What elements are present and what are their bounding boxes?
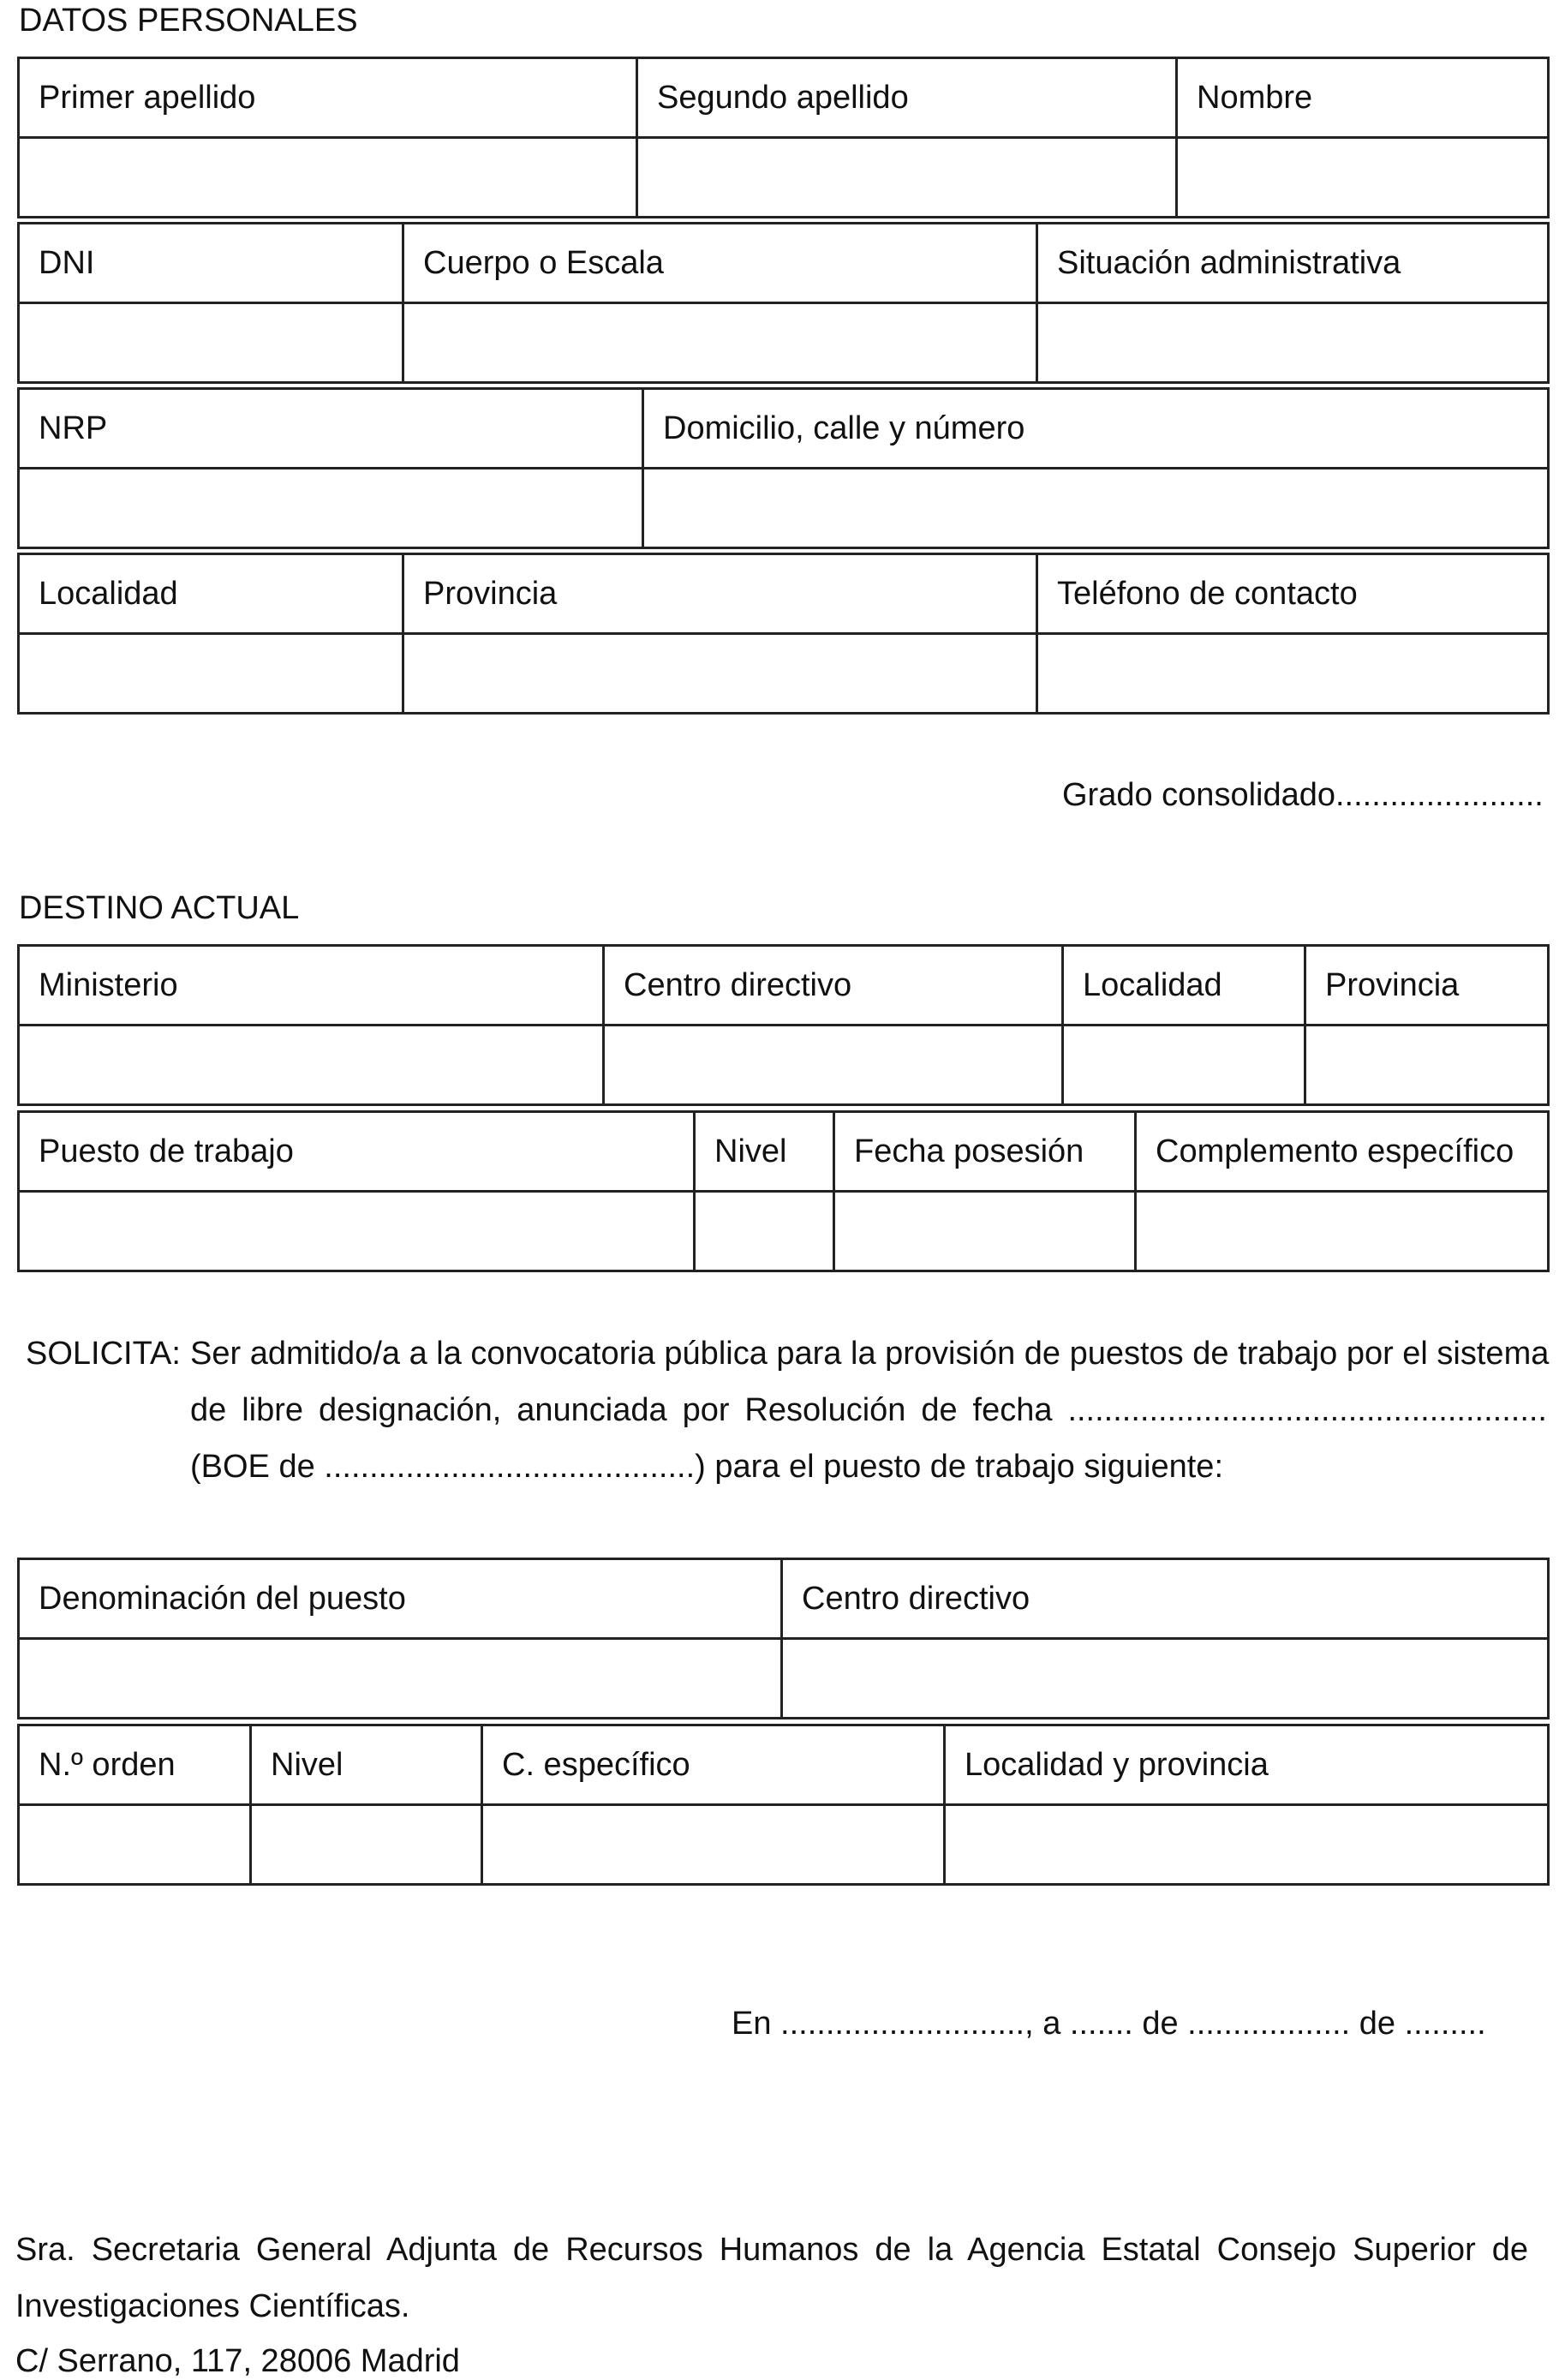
field-puesto-trabajo[interactable] xyxy=(19,1192,695,1271)
label-destino-nivel: Nivel xyxy=(695,1112,834,1192)
label-destino-localidad: Localidad xyxy=(1063,946,1305,1026)
field-localidad[interactable] xyxy=(19,634,403,714)
solicita-line-3: (BOE de .........................................) para el puesto de trabajo siguiente: xyxy=(190,1449,1223,1485)
field-fecha-posesion[interactable] xyxy=(834,1192,1136,1271)
field-puesto-nivel[interactable] xyxy=(251,1805,482,1885)
field-numero-orden[interactable] xyxy=(19,1805,251,1885)
destinatario-line-3: C/ Serrano, 117, 28006 Madrid xyxy=(15,2343,460,2379)
label-centro-directivo: Centro directivo xyxy=(604,946,1063,1026)
destino-table-1 xyxy=(17,944,1550,1106)
field-situacion-administrativa[interactable] xyxy=(1037,303,1549,383)
label-primer-apellido: Primer apellido xyxy=(19,58,637,138)
solicita-line-2: de libre designación, anunciada por Resolución de fecha ..................................................... xyxy=(190,1392,1547,1428)
field-puesto-centro-directivo[interactable] xyxy=(782,1639,1549,1719)
field-dni[interactable] xyxy=(19,303,403,383)
field-nrp[interactable] xyxy=(19,469,643,548)
label-denominacion-puesto: Denominación del puesto xyxy=(19,1559,782,1639)
label-cuerpo-escala: Cuerpo o Escala xyxy=(403,224,1037,303)
puesto-table-1 xyxy=(17,1558,1550,1719)
field-domicilio[interactable] xyxy=(643,469,1549,548)
field-localidad-provincia[interactable] xyxy=(945,1805,1549,1885)
label-complemento-especifico: Complemento específico xyxy=(1136,1112,1549,1192)
field-cuerpo-escala[interactable] xyxy=(403,303,1037,383)
label-localidad-provincia: Localidad y provincia xyxy=(945,1725,1549,1805)
solicita-label: SOLICITA: xyxy=(26,1336,181,1372)
solicita-line-1: Ser admitido/a a la convocatoria pública para la provisión de puestos de trabajo por el sistema xyxy=(190,1336,1550,1372)
section-title-destino-actual: DESTINO ACTUAL xyxy=(19,890,300,926)
label-situacion-administrativa: Situación administrativa xyxy=(1037,224,1549,303)
section-title-datos-personales: DATOS PERSONALES xyxy=(19,3,358,39)
label-dni: DNI xyxy=(19,224,403,303)
destinatario-line-2: Investigaciones Científicas. xyxy=(15,2288,410,2324)
grado-consolidado: Grado consolidado....................... xyxy=(1062,777,1544,813)
label-puesto-centro-directivo: Centro directivo xyxy=(782,1559,1549,1639)
fecha-lugar: En ..........................., a ....... de .................. de ......... xyxy=(732,2006,1486,2042)
personal-table-3 xyxy=(17,387,1550,549)
destinatario-line-1: Sra. Secretaria General Adjunta de Recursos Humanos de la Agencia Estatal Consejo Superior de xyxy=(15,2232,1528,2268)
label-telefono: Teléfono de contacto xyxy=(1037,554,1549,634)
label-nombre: Nombre xyxy=(1177,58,1549,138)
label-puesto-nivel: Nivel xyxy=(251,1725,482,1805)
field-denominacion-puesto[interactable] xyxy=(19,1639,782,1719)
field-c-especifico[interactable] xyxy=(482,1805,945,1885)
field-provincia[interactable] xyxy=(403,634,1037,714)
puesto-table-2 xyxy=(17,1724,1550,1886)
label-segundo-apellido: Segundo apellido xyxy=(637,58,1177,138)
label-domicilio: Domicilio, calle y número xyxy=(643,389,1549,469)
label-provincia: Provincia xyxy=(403,554,1037,634)
label-c-especifico: C. específico xyxy=(482,1725,945,1805)
field-telefono[interactable] xyxy=(1037,634,1549,714)
field-primer-apellido[interactable] xyxy=(19,138,637,218)
label-ministerio: Ministerio xyxy=(19,946,604,1026)
label-puesto-trabajo: Puesto de trabajo xyxy=(19,1112,695,1192)
field-ministerio[interactable] xyxy=(19,1026,604,1105)
personal-table-2 xyxy=(17,222,1550,384)
label-nrp: NRP xyxy=(19,389,643,469)
field-nombre[interactable] xyxy=(1177,138,1549,218)
field-segundo-apellido[interactable] xyxy=(637,138,1177,218)
label-numero-orden: N.º orden xyxy=(19,1725,251,1805)
field-destino-localidad[interactable] xyxy=(1063,1026,1305,1105)
label-destino-provincia: Provincia xyxy=(1305,946,1549,1026)
destino-table-2 xyxy=(17,1110,1550,1272)
label-localidad: Localidad xyxy=(19,554,403,634)
personal-table-1 xyxy=(17,57,1550,218)
field-centro-directivo[interactable] xyxy=(604,1026,1063,1105)
label-fecha-posesion: Fecha posesión xyxy=(834,1112,1136,1192)
field-destino-provincia[interactable] xyxy=(1305,1026,1549,1105)
personal-table-4 xyxy=(17,553,1550,715)
field-complemento-especifico[interactable] xyxy=(1136,1192,1549,1271)
field-destino-nivel[interactable] xyxy=(695,1192,834,1271)
